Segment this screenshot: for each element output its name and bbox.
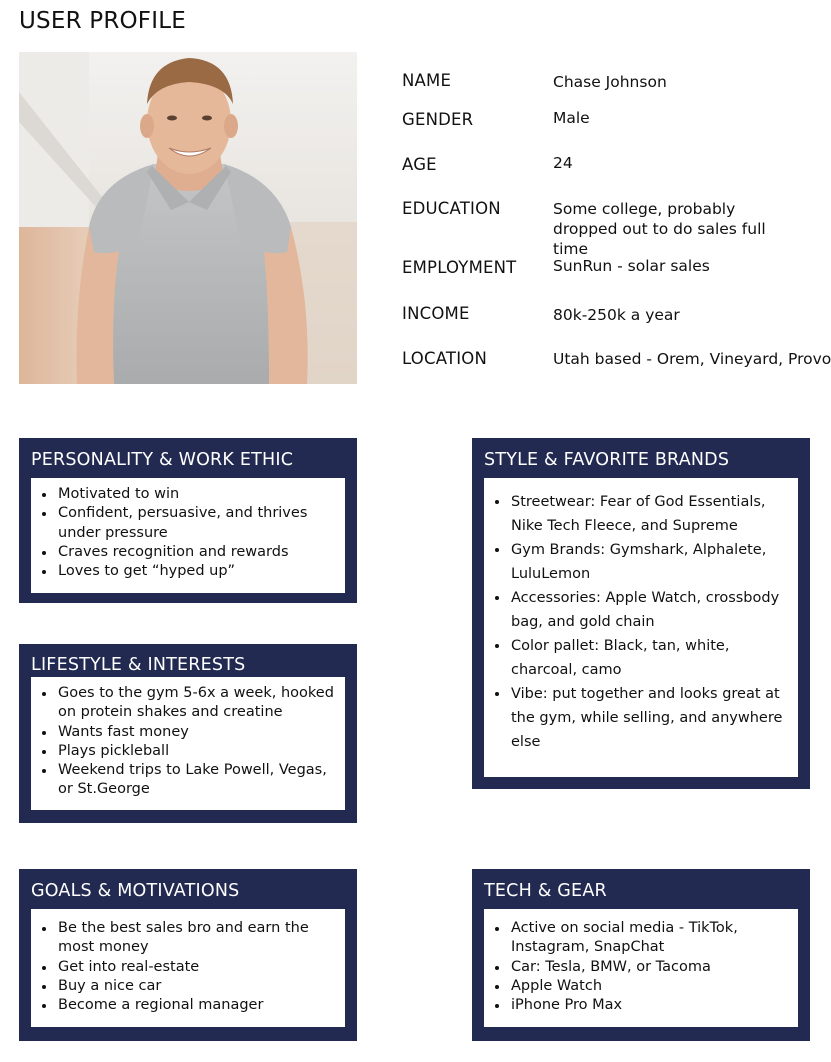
list-item: iPhone Pro Max — [511, 996, 798, 1015]
list-item: Loves to get “hyped up” — [58, 562, 345, 581]
card-body — [484, 478, 798, 777]
card-lifestyle — [19, 644, 357, 823]
list-item: Active on social media - TikTok, Instagram, SnapChat — [511, 919, 798, 958]
field-label: INCOME — [402, 304, 470, 323]
profile-photo — [19, 52, 357, 384]
list-item: Accessories: Apple Watch, crossbody bag, and gold chain — [511, 586, 798, 634]
field-label: EMPLOYMENT — [402, 258, 517, 277]
list-item: Goes to the gym 5-6x a week, hooked on protein shakes and creatine — [58, 684, 345, 723]
field-label: LOCATION — [402, 349, 487, 368]
bullet-list — [31, 919, 345, 1015]
card-body — [31, 677, 345, 810]
card-title: PERSONALITY & WORK ETHIC — [31, 450, 294, 470]
field-label: EDUCATION — [402, 199, 501, 218]
card-goals — [19, 869, 357, 1041]
field-value: 24 — [553, 154, 573, 172]
field-value: SunRun - solar sales — [553, 257, 710, 275]
list-item: Get into real-estate — [58, 958, 345, 977]
card-body — [484, 909, 798, 1027]
bullet-list — [484, 490, 798, 754]
list-item: Plays pickleball — [58, 742, 345, 761]
field-label: GENDER — [402, 110, 474, 129]
bullet-list — [31, 684, 345, 800]
list-item: Become a regional manager — [58, 996, 345, 1015]
list-item: Gym Brands: Gymshark, Alphalete, LuluLemon — [511, 538, 798, 586]
card-title: TECH & GEAR — [484, 881, 607, 901]
profile-photo-image — [19, 52, 357, 384]
list-item: Buy a nice car — [58, 977, 345, 996]
card-style — [472, 438, 810, 789]
list-item: Weekend trips to Lake Powell, Vegas, or St.George — [58, 761, 345, 800]
card-tech — [472, 869, 810, 1041]
card-title: STYLE & FAVORITE BRANDS — [484, 450, 730, 470]
card-body — [31, 478, 345, 593]
list-item: Be the best sales bro and earn the most money — [58, 919, 345, 958]
list-item: Apple Watch — [511, 977, 798, 996]
bullet-list — [31, 485, 345, 581]
list-item: Streetwear: Fear of God Essentials, Nike Tech Fleece, and Supreme — [511, 490, 798, 538]
list-item: Confident, persuasive, and thrives under pressure — [58, 504, 345, 543]
list-item: Craves recognition and rewards — [58, 543, 345, 562]
field-value: Male — [553, 109, 590, 127]
list-item: Motivated to win — [58, 485, 345, 504]
card-title: LIFESTYLE & INTERESTS — [31, 655, 246, 675]
list-item: Vibe: put together and looks great at the gym, while selling, and anywhere else — [511, 682, 798, 754]
field-value: Some college, probably dropped out to do sales full time — [553, 200, 766, 258]
list-item: Wants fast money — [58, 723, 345, 742]
page-title: USER PROFILE — [19, 8, 186, 34]
field-value: Utah based - Orem, Vineyard, Provo — [553, 350, 831, 368]
card-title: GOALS & MOTIVATIONS — [31, 881, 240, 901]
list-item: Color pallet: Black, tan, white, charcoal, camo — [511, 634, 798, 682]
field-value: Chase Johnson — [553, 73, 667, 91]
list-item: Car: Tesla, BMW, or Tacoma — [511, 958, 798, 977]
card-body — [31, 909, 345, 1027]
card-personality — [19, 438, 357, 603]
field-label: AGE — [402, 155, 437, 174]
field-value: 80k-250k a year — [553, 306, 680, 324]
bullet-list — [484, 919, 798, 1015]
field-label: NAME — [402, 71, 452, 90]
